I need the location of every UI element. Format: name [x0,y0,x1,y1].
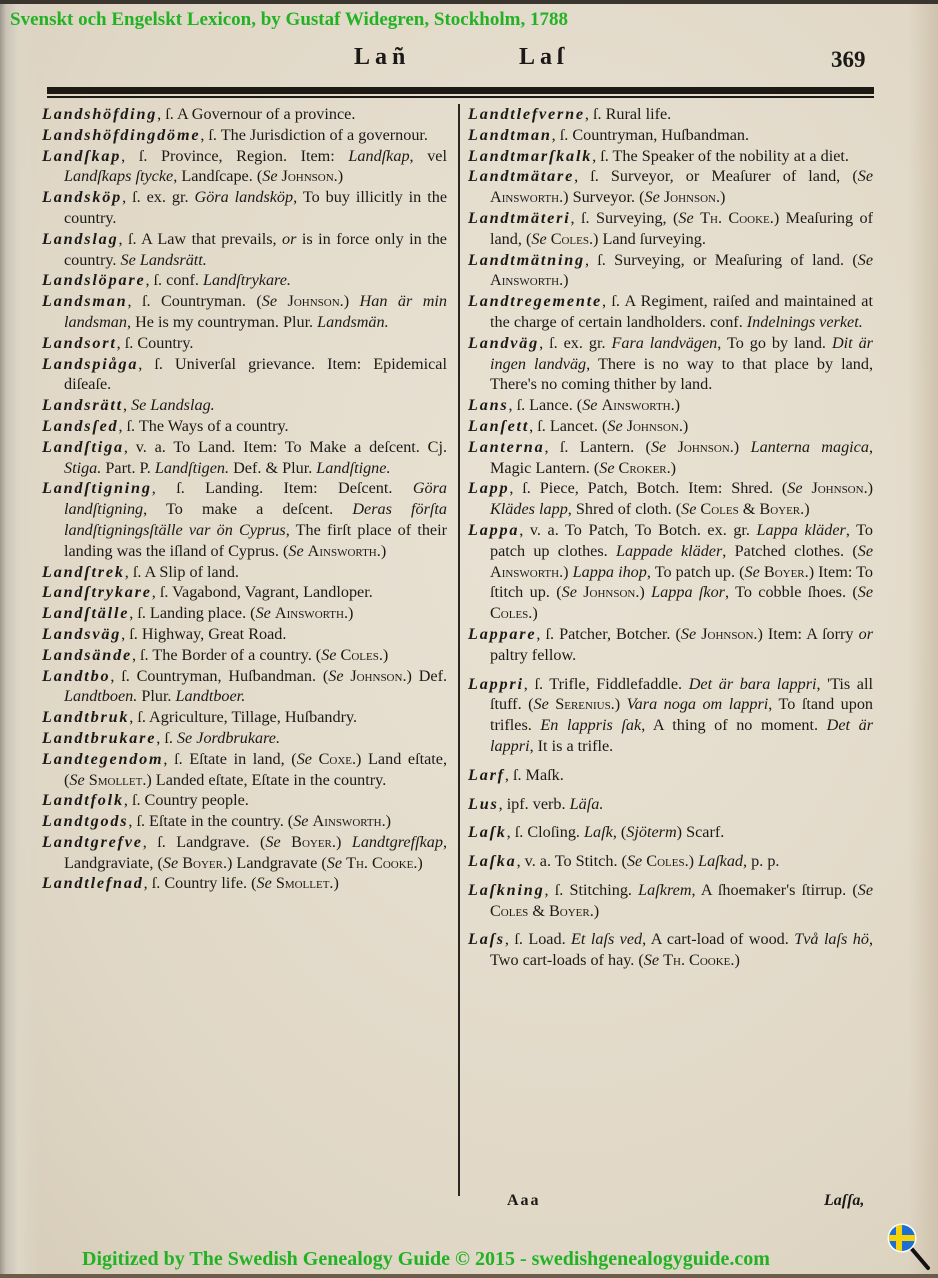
dictionary-entry [42,125,447,146]
dictionary-entry [468,291,873,333]
headword: Landſtrek [42,562,125,581]
dictionary-entry [42,666,447,708]
definition: , ſ. Rural life. [584,105,672,123]
definition: , ſ. A Governour of a province. [157,105,356,123]
headword: Landsköp [42,188,123,207]
definition: , ſ. Load. Et laſs ved, A cart-load of wood. Två laſs hö, Two cart-loads of hay. (Se Th. Cooke.) [490,930,873,970]
headword: Landſtrykare [42,583,152,602]
definition: , ſ. conf. Landſtrykare. [145,271,291,290]
headword: Landslag [42,229,119,248]
headword: Larf [468,765,505,784]
headword: Landsrätt [42,396,123,415]
definition: , ſ. Lantern. (Se Johnson.) Lanterna magica, Magic Lantern. (Se Croker.) [490,437,873,477]
definition: , ſ. Univerſal grievance. Item: Epidemical diſeaſe. [64,354,447,394]
definition: , ſ. A Law that prevails, or is in force only in the country. Se Landsrätt. [64,229,447,269]
dictionary-entry [468,765,873,786]
headword: Landtmätare [468,167,575,186]
dictionary-entry [468,822,873,843]
headword: Landtbo [42,666,111,685]
definition: , ſ. Countryman, Huſbandman. [551,125,750,144]
definition: , ſ. Country people. [123,791,249,810]
dictionary-entry [42,270,447,291]
watermark-title: Svenskt och Engelskt Lexicon, by Gustaf Widegren, Stockholm, 1788 [10,9,568,30]
definition: , ſ. A Regiment, raiſed and maintained at the charge of certain landholders. conf. Indelnings verket. [490,292,873,331]
headword: Landtegendom [42,749,164,768]
headword: Lappare [468,624,537,643]
dictionary-entry [42,873,447,894]
dictionary-entry [468,166,873,208]
headword: Landväg [468,333,540,352]
headword: Landtlefverne [468,105,585,123]
dictionary-entry [42,728,447,749]
headword: Landſtiga [42,437,124,456]
headword: Lappri [468,674,524,693]
definition: , ſ. Stitching. Laſkrem, A ſhoemaker's ſtirrup. (Se Coles & Boyer.) [490,880,873,920]
headword: Landsände [42,645,132,664]
definition: , ſ. Landing. Item: Deſcent. Göra landſtigning, To make a deſcent. Deras förſta landſtigningsſtälle var ön Cyprus, The firſt place of their landing was the iſland of Cyprus. (Se Ainsworth.) [64,479,447,560]
definition: , ſ. Lance. (Se Ainsworth.) [508,396,681,415]
headword: Lans [468,396,509,415]
definition: , ſ. Surveying, (Se Th. Cooke.) Meaſuring of land, (Se Coles.) Land ſurveying. [490,208,873,248]
definition: , ſ. Trifle, Fiddlefaddle. Det är bara lappri, 'Tis all ſtuff. (Se Serenius.) Vara noga om lappri, To ſtand upon trifles. En lappris ſak, A thing of no moment. Det är lappri, It is a trifle. [490,674,874,755]
dictionary-entry [468,146,873,167]
column-divider [458,104,460,1196]
dictionary-entry [468,104,873,125]
definition: , ſ. Agriculture, Tillage, Huſbandry. [129,708,358,727]
dictionary-entry [42,187,447,229]
headword: Landtmarſkalk [468,146,593,165]
headword: Lus [468,794,499,813]
dictionary-entry [42,790,447,811]
dictionary-entry [42,146,447,188]
definition: , ſ. ex. gr. Fara landvägen, To go by land. Dit är ingen landväg, There is no way to that place by land, There's no coming thither by land. [490,333,873,394]
definition: , v. a. To Patch, To Botch. ex. gr. Lappa kläder, To patch up clothes. Lappade kläder, Patched clothes. (Se Ainsworth.) Lappa ihop, To patch up. (Se Boyer.) Item: To ſtitch up. (Se Johnson.) Lappa ſkor, To cobble ſhoes. (Se Coles.) [490,520,874,623]
right-column [468,104,873,971]
definition: , v. a. To Stitch. (Se Coles.) Laſkad, p. p. [516,852,780,871]
definition: , ſ. The Jurisdiction of a governour. [200,125,428,144]
headword: Landtgrefve [42,832,143,851]
running-head-right: Laſ [519,44,569,70]
dictionary-entry [42,354,447,396]
dictionary-entry [468,395,873,416]
headword: Landshöfding [42,105,158,123]
dictionary-entry [42,104,447,125]
left-column [42,104,447,894]
headword: Landtlefnad [42,874,144,893]
definition: , ſ. Surveyor, or Meaſurer of land, (Se Ainsworth.) Surveyor. (Se Johnson.) [490,167,873,207]
headword: Landtbruk [42,708,130,727]
running-head [0,44,938,74]
dictionary-entry [468,520,873,624]
dictionary-entry [42,749,447,791]
definition: , Se Landslag. [122,396,215,415]
definition: , ſ. A Slip of land. [124,562,239,581]
dictionary-entry [42,291,447,333]
dictionary-entry [468,125,873,146]
dictionary-entry [468,478,873,520]
headword: Landslöpare [42,271,146,290]
dictionary-entry [42,229,447,271]
definition: , ſ. Country. [116,333,194,352]
dictionary-entry [42,395,447,416]
dictionary-entry [468,624,873,666]
headword: Landtregemente [468,292,602,311]
headword: Landsſed [42,416,119,435]
headword: Laſkning [468,880,545,899]
definition: , ſ. Cloſing. Laſk, (Sjöterm) Scarf. [506,823,725,842]
headword: Landſtälle [42,604,130,623]
dictionary-entry [42,624,447,645]
dictionary-entry [468,333,873,395]
definition: , ſ. Maſk. [504,765,564,784]
dictionary-entry [42,333,447,354]
dictionary-entry [468,929,873,971]
header-rule-thin [47,96,874,98]
headword: Landtbrukare [42,728,157,747]
running-head-left: Lañ [354,44,411,70]
headword: Lanſett [468,416,530,435]
dictionary-entry [42,603,447,624]
headword: Laſs [468,930,505,949]
headword: Landtmätning [468,250,585,269]
watermark-credit: Digitized by The Swedish Genealogy Guide © 2015 - swedishgenealogyguide.com [82,1248,770,1270]
magnifier-swedish-flag-icon[interactable] [882,1220,932,1272]
definition: , ſ. Country life. (Se Smollet.) [143,874,339,893]
definition: , ſ. Landgrave. (Se Boyer.) Landtgrefſkap, Landgraviate, (Se Boyer.) Landgravate (Se Th. Cooke.) [64,832,448,872]
headword: Laſka [468,852,517,871]
headword: Landtgods [42,812,129,831]
definition: , ſ. Countryman. (Se Johnson.) Han är min landsman, He is my countryman. Plur. Landsmän. [64,292,447,331]
headword: Landsort [42,333,117,352]
dictionary-entry [42,582,447,603]
dictionary-entry [468,851,873,872]
headword: Lappa [468,520,520,539]
headword: Landſtigning [42,479,152,498]
dictionary-entry [42,562,447,583]
header-rule [47,87,874,94]
headword: Landtfolk [42,791,124,810]
catchword: Laſſa, [824,1192,865,1209]
definition: , ſ. Piece, Patch, Botch. Item: Shred. (Se Johnson.) Klädes lapp, Shred of cloth. (Se Coles & Boyer.) [490,479,874,519]
definition: , ſ. Landing place. (Se Ainsworth.) [129,604,354,623]
definition: , ſ. Lancet. (Se Johnson.) [529,416,689,435]
definition: , ſ. Surveying, or Meaſuring of land. (Se Ainsworth.) [490,250,873,290]
definition: , ſ. The Speaker of the nobility at a diet. [592,146,849,165]
dictionary-entry [42,645,447,666]
dictionary-entry [468,416,873,437]
definition: , ſ. Vagabond, Vagrant, Landloper. [151,583,373,602]
page-number: 369 [831,47,866,72]
headword: Landspiåga [42,354,139,373]
signature-mark: Aaa [507,1192,541,1209]
definition: , ſ. Se Jordbrukare. [156,728,281,747]
dictionary-entry [42,707,447,728]
definition: , v. a. To Land. Item: To Make a deſcent. Cj. Stiga. Part. P. Landſtigen. Def. & Plur. Landſtigne. [64,437,447,477]
headword: Landsman [42,292,128,311]
headword: Landtmäteri [468,208,571,227]
dictionary-entry [42,832,447,874]
dictionary-entry [468,437,873,479]
headword: Landshöfdingdöme [42,125,201,144]
definition: , ſ. Patcher, Botcher. (Se Johnson.) Item: A ſorry or paltry fellow. [490,624,873,664]
definition: , ſ. Eſtate in the country. (Se Ainsworth.) [128,812,392,831]
dictionary-entry [468,794,873,815]
headword: Landsväg [42,624,122,643]
definition: , ſ. The Ways of a country. [118,416,289,435]
definition: , ſ. The Border of a country. (Se Coles.) [131,645,389,664]
headword: Lanterna [468,437,545,456]
dictionary-entry [468,250,873,292]
definition: , ſ. Eſtate in land, (Se Coxe.) Land eſtate, (Se Smollet.) Landed eſtate, Eſtate in the country. [64,749,448,789]
headword: Laſk [468,823,507,842]
headword: Landſkap [42,146,122,165]
top-edge [0,0,938,4]
dictionary-entry [42,811,447,832]
dictionary-entry [468,674,873,757]
headword: Lapp [468,479,510,498]
headword: Landtman [468,125,552,144]
definition: , ſ. Countryman, Huſbandman. (Se Johnson.) Def. Landtboen. Plur. Landtboer. [64,666,448,706]
dictionary-entry [468,880,873,922]
dictionary-entry [42,478,447,561]
definition: , ſ. ex. gr. Göra landsköp, To buy illicitly in the country. [64,188,447,227]
definition: , ipf. verb. Läſa. [498,794,604,813]
bottom-edge [0,1274,938,1278]
definition: , ſ. Province, Region. Item: Landſkap, vel Landſkaps ſtycke, Landſcape. (Se Johnson.) [64,146,447,186]
definition: , ſ. Highway, Great Road. [121,624,287,643]
dictionary-entry [468,208,873,250]
dictionary-entry [42,416,447,437]
dictionary-entry [42,437,447,479]
